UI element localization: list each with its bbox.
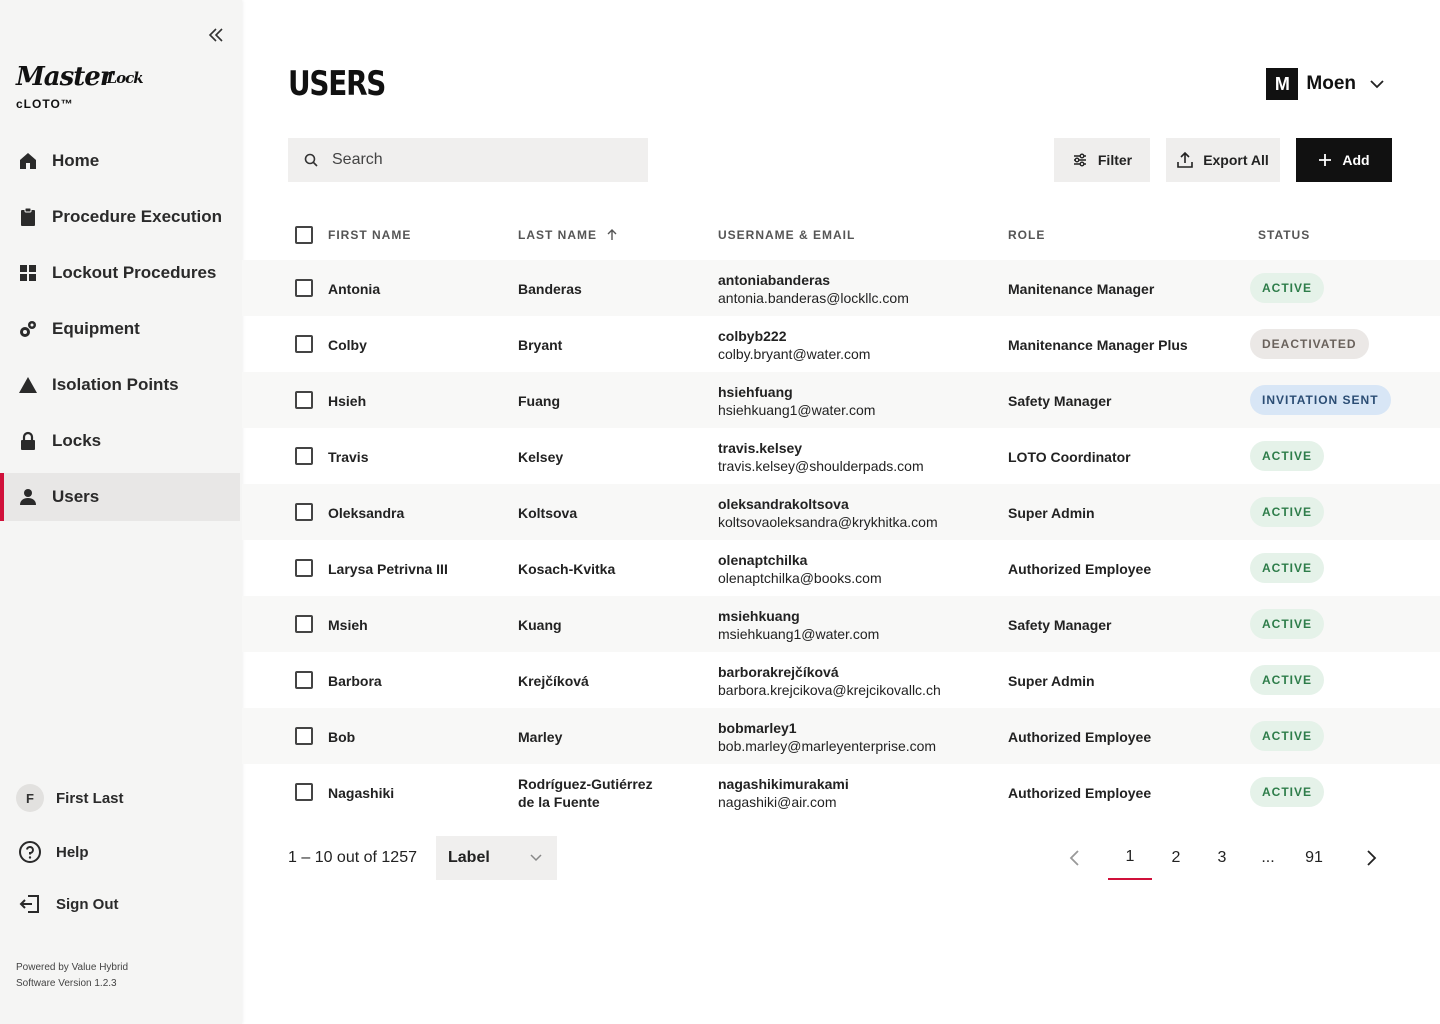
first-name-cell: Oleksandra [328, 505, 405, 521]
table-row[interactable] [242, 372, 1440, 428]
username-email-cell [718, 383, 875, 419]
username-text: oleksandrakoltsova [718, 496, 849, 512]
status-badge: ACTIVE [1250, 497, 1324, 527]
export-all-label: Export All [1203, 152, 1269, 168]
chevron-left-icon [1069, 850, 1079, 866]
last-name-cell: Koltsova [518, 505, 578, 521]
username-text: nagashikimurakami [718, 776, 849, 792]
row-checkbox[interactable] [295, 447, 313, 465]
chevron-down-icon [530, 854, 542, 862]
table-row[interactable] [242, 596, 1440, 652]
chevron-down-icon [1370, 80, 1384, 89]
sign-out-link[interactable] [18, 892, 119, 916]
sidebar-item-users[interactable] [0, 473, 240, 521]
triangle-icon [18, 375, 38, 395]
sidebar-item-lockout-procedures[interactable] [0, 249, 240, 297]
username-text: hsiehfuang [718, 384, 793, 400]
row-checkbox[interactable] [295, 559, 313, 577]
chevron-right-icon [1367, 850, 1377, 866]
sidebar-item-label: Locks [52, 431, 102, 450]
avatar: F [16, 784, 44, 812]
current-user[interactable] [16, 784, 124, 812]
sidebar-item-label: Users [52, 487, 100, 506]
home-icon [18, 151, 38, 171]
help-label: Help [56, 843, 89, 861]
page-button-91[interactable]: 91 [1305, 849, 1323, 866]
organization-selector[interactable] [1266, 68, 1384, 100]
row-checkbox[interactable] [295, 615, 313, 633]
role-cell: Safety Manager [1008, 617, 1112, 633]
first-name-cell: Travis [328, 449, 369, 465]
table-row[interactable] [242, 708, 1440, 764]
username-email-cell [718, 719, 936, 755]
column-header-role[interactable]: ROLE [1008, 228, 1046, 242]
table-row[interactable] [242, 540, 1440, 596]
row-checkbox[interactable] [295, 279, 313, 297]
username-text: msiehkuang [718, 608, 800, 624]
table-row[interactable] [242, 764, 1440, 820]
status-badge: INVITATION SENT [1250, 385, 1391, 415]
table-row[interactable] [242, 484, 1440, 540]
username-email-cell [718, 607, 879, 643]
last-name-cell: Bryant [518, 337, 563, 353]
username-email-cell [718, 495, 938, 531]
username-text: travis.kelsey [718, 440, 803, 456]
email-text: antonia.banderas@lockllc.com [718, 290, 909, 306]
username-email-cell [718, 551, 882, 587]
plus-icon [1318, 153, 1332, 167]
page-button-2[interactable]: 2 [1171, 849, 1181, 866]
last-name-cell: Rodríguez-Gutiérrez de la Fuente [518, 776, 653, 810]
double-chevron-left-icon [208, 28, 224, 42]
table-header [242, 212, 1440, 258]
padlock-icon [18, 431, 38, 451]
help-icon [18, 840, 42, 864]
email-text: bob.marley@marleyenterprise.com [718, 738, 937, 754]
search-input[interactable] [332, 151, 632, 169]
logo [16, 64, 146, 114]
first-name-cell: Nagashiki [328, 785, 395, 801]
role-cell: Safety Manager [1008, 393, 1112, 409]
row-checkbox[interactable] [295, 671, 313, 689]
username-email-cell [718, 663, 941, 699]
page-size-label: Label [448, 849, 490, 866]
row-checkbox[interactable] [295, 727, 313, 745]
organization-badge: M [1266, 68, 1298, 100]
first-name-cell: Larysa Petrivna III [328, 561, 448, 577]
table-row[interactable] [242, 260, 1440, 316]
email-text: koltsovaoleksandra@krykhitka.com [718, 514, 938, 530]
sidebar [0, 0, 242, 1024]
role-cell: Authorized Employee [1008, 729, 1152, 745]
row-checkbox[interactable] [295, 503, 313, 521]
username-email-cell [718, 271, 909, 307]
username-text: bobmarley1 [718, 720, 797, 736]
sidebar-nav [0, 137, 240, 529]
last-name-cell: Kelsey [518, 449, 564, 465]
status-badge: ACTIVE [1250, 609, 1324, 639]
main-content [242, 0, 1440, 1024]
first-name-cell: Msieh [328, 617, 368, 633]
last-name-cell: Fuang [518, 393, 560, 409]
status-badge: ACTIVE [1250, 273, 1324, 303]
sidebar-item-home[interactable] [0, 137, 240, 185]
email-text: olenaptchilka@books.com [718, 570, 882, 586]
filter-button[interactable] [1054, 138, 1150, 182]
column-header-username-email[interactable]: USERNAME & EMAIL [718, 228, 856, 242]
table-row[interactable] [242, 428, 1440, 484]
page-button-1[interactable]: 1 [1108, 836, 1152, 880]
username-text: olenaptchilka [718, 552, 808, 568]
sidebar-item-label: Procedure Execution [52, 207, 223, 226]
email-text: colby.bryant@water.com [718, 346, 871, 362]
status-badge: ACTIVE [1250, 553, 1324, 583]
sliders-icon [1072, 152, 1088, 168]
logo-brand-sub: Lock [106, 69, 143, 87]
email-text: nagashiki@air.com [718, 794, 837, 810]
username-text: colbyb222 [718, 328, 787, 344]
organization-name: Moen [1306, 73, 1356, 94]
page-title: USERS [288, 64, 386, 104]
first-name-cell: Hsieh [328, 393, 367, 409]
next-page-button[interactable] [1358, 836, 1386, 880]
username-email-cell [718, 327, 870, 363]
role-cell: Super Admin [1008, 505, 1095, 521]
search-box [288, 138, 648, 182]
email-text: hsiehkuang1@water.com [718, 402, 876, 418]
username-email-cell [718, 775, 849, 811]
role-cell: LOTO Coordinator [1008, 449, 1131, 465]
role-cell: Manitenance Manager [1008, 281, 1155, 297]
username-email-cell [718, 439, 924, 475]
logo-brand-text: Master [16, 62, 113, 92]
sort-ascending-icon [607, 229, 617, 241]
powered-by-text: Powered by Value Hybrid [16, 962, 129, 973]
sidebar-footer [16, 960, 128, 992]
role-cell: Super Admin [1008, 673, 1095, 689]
sidebar-item-label: Lockout Procedures [52, 263, 217, 282]
email-text: barbora.krejcikova@krejcikovallc.ch [718, 682, 941, 698]
role-cell: Manitenance Manager Plus [1008, 337, 1188, 353]
sidebar-item-equipment[interactable] [0, 305, 240, 353]
add-label: Add [1342, 152, 1370, 168]
column-header-first-name[interactable]: FIRST NAME [328, 228, 412, 242]
first-name-cell: Colby [328, 337, 367, 353]
row-checkbox[interactable] [295, 391, 313, 409]
sidebar-item-locks[interactable] [0, 417, 240, 465]
sidebar-item-label: Home [52, 151, 100, 170]
sidebar-item-procedure-execution[interactable] [0, 193, 240, 241]
last-name-cell: Kosach-Kvitka [518, 561, 616, 577]
role-cell: Authorized Employee [1008, 785, 1152, 801]
last-name-cell: Marley [518, 729, 563, 745]
software-version-text: Software Version 1.2.3 [16, 978, 117, 989]
status-badge: ACTIVE [1250, 441, 1324, 471]
previous-page-button[interactable] [1060, 836, 1088, 880]
role-cell: Authorized Employee [1008, 561, 1152, 577]
pagination-range: 1 – 10 out of 1257 [288, 849, 417, 866]
current-user-name: First Last [56, 789, 124, 807]
first-name-cell: Antonia [328, 281, 381, 297]
last-name-cell: Kuang [518, 617, 562, 633]
row-checkbox[interactable] [295, 783, 313, 801]
upload-icon [1177, 151, 1193, 169]
search-icon [304, 153, 318, 167]
table-row[interactable] [242, 316, 1440, 372]
username-text: antoniabanderas [718, 272, 831, 288]
last-name-cell: Krejčíková [518, 673, 589, 689]
add-user-button[interactable] [1296, 138, 1392, 182]
email-text: msiehkuang1@water.com [718, 626, 880, 642]
logo-product: cLOTO™ [16, 97, 74, 111]
last-name-cell: Banderas [518, 281, 582, 297]
column-header-last-name[interactable]: LAST NAME [518, 228, 617, 242]
filter-label: Filter [1097, 152, 1133, 168]
page-button-3[interactable]: 3 [1217, 849, 1227, 866]
first-name-cell: Barbora [328, 673, 382, 689]
status-badge: ACTIVE [1250, 665, 1324, 695]
email-text: travis.kelsey@shoulderpads.com [718, 458, 924, 474]
first-name-cell: Bob [328, 729, 356, 745]
help-link[interactable] [18, 840, 89, 864]
username-text: barborakrejčíková [718, 664, 839, 680]
sidebar-item-label: Isolation Points [52, 375, 179, 394]
grid-icon [18, 263, 38, 283]
status-badge: ACTIVE [1250, 721, 1324, 751]
column-header-status[interactable]: STATUS [1258, 228, 1311, 242]
status-badge: ACTIVE [1250, 777, 1324, 807]
sidebar-item-isolation-points[interactable] [0, 361, 240, 409]
sidebar-item-label: Equipment [52, 319, 140, 338]
select-all-checkbox[interactable] [295, 226, 313, 244]
page-size-select[interactable] [436, 836, 557, 880]
gears-icon [18, 319, 38, 339]
page-ellipsis: ... [1261, 849, 1275, 866]
table-row[interactable] [242, 652, 1440, 708]
sign-out-label: Sign Out [56, 895, 119, 913]
collapse-sidebar-button[interactable] [205, 24, 227, 46]
export-all-button[interactable] [1166, 138, 1280, 182]
user-icon [18, 487, 38, 507]
sign-out-icon [18, 892, 42, 916]
clipboard-icon [18, 207, 38, 227]
status-badge: DEACTIVATED [1250, 329, 1369, 359]
row-checkbox[interactable] [295, 335, 313, 353]
